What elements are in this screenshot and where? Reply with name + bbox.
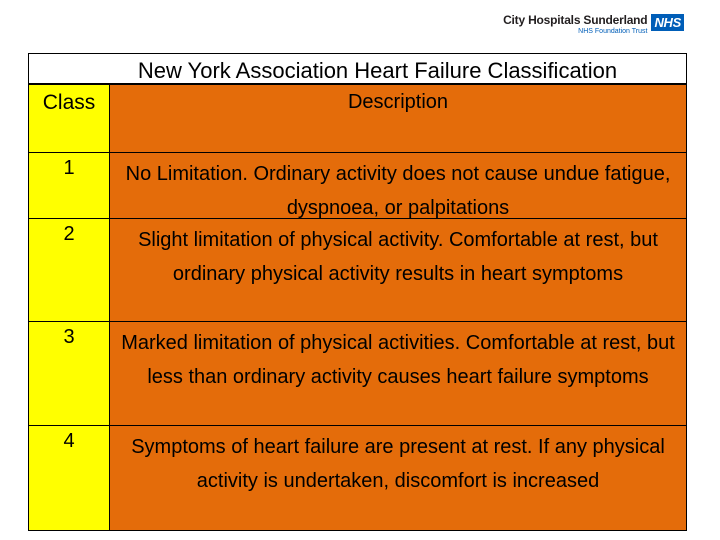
class-2-cell: 2 [29,219,110,322]
description-column-header: Description [110,85,686,153]
nhs-badge: NHS [651,14,684,31]
class-4-cell: 4 [29,426,110,530]
logo-trust-name: City Hospitals Sunderland [503,13,648,27]
class-4-description: Symptoms of heart failure are present at rest. If any physical activity is undertaken, discomfort is increased [110,426,686,530]
classification-table [28,53,687,531]
table-title: New York Association Heart Failure Classification [29,54,686,85]
trust-logo [503,14,684,38]
class-3-cell: 3 [29,322,110,426]
class-1-cell: 1 [29,153,110,219]
class-3-description: Marked limitation of physical activities. Comfortable at rest, but less than ordinary activity causes heart failure symptoms [110,322,686,426]
class-1-description: No Limitation. Ordinary activity does not cause undue fatigue, dyspnoea, or palpitations [110,153,686,219]
logo-subtitle: NHS Foundation Trust [578,28,648,35]
class-2-description: Slight limitation of physical activity. Comfortable at rest, but ordinary physical activity results in heart symptoms [110,219,686,322]
class-column-header: Class [29,85,110,153]
